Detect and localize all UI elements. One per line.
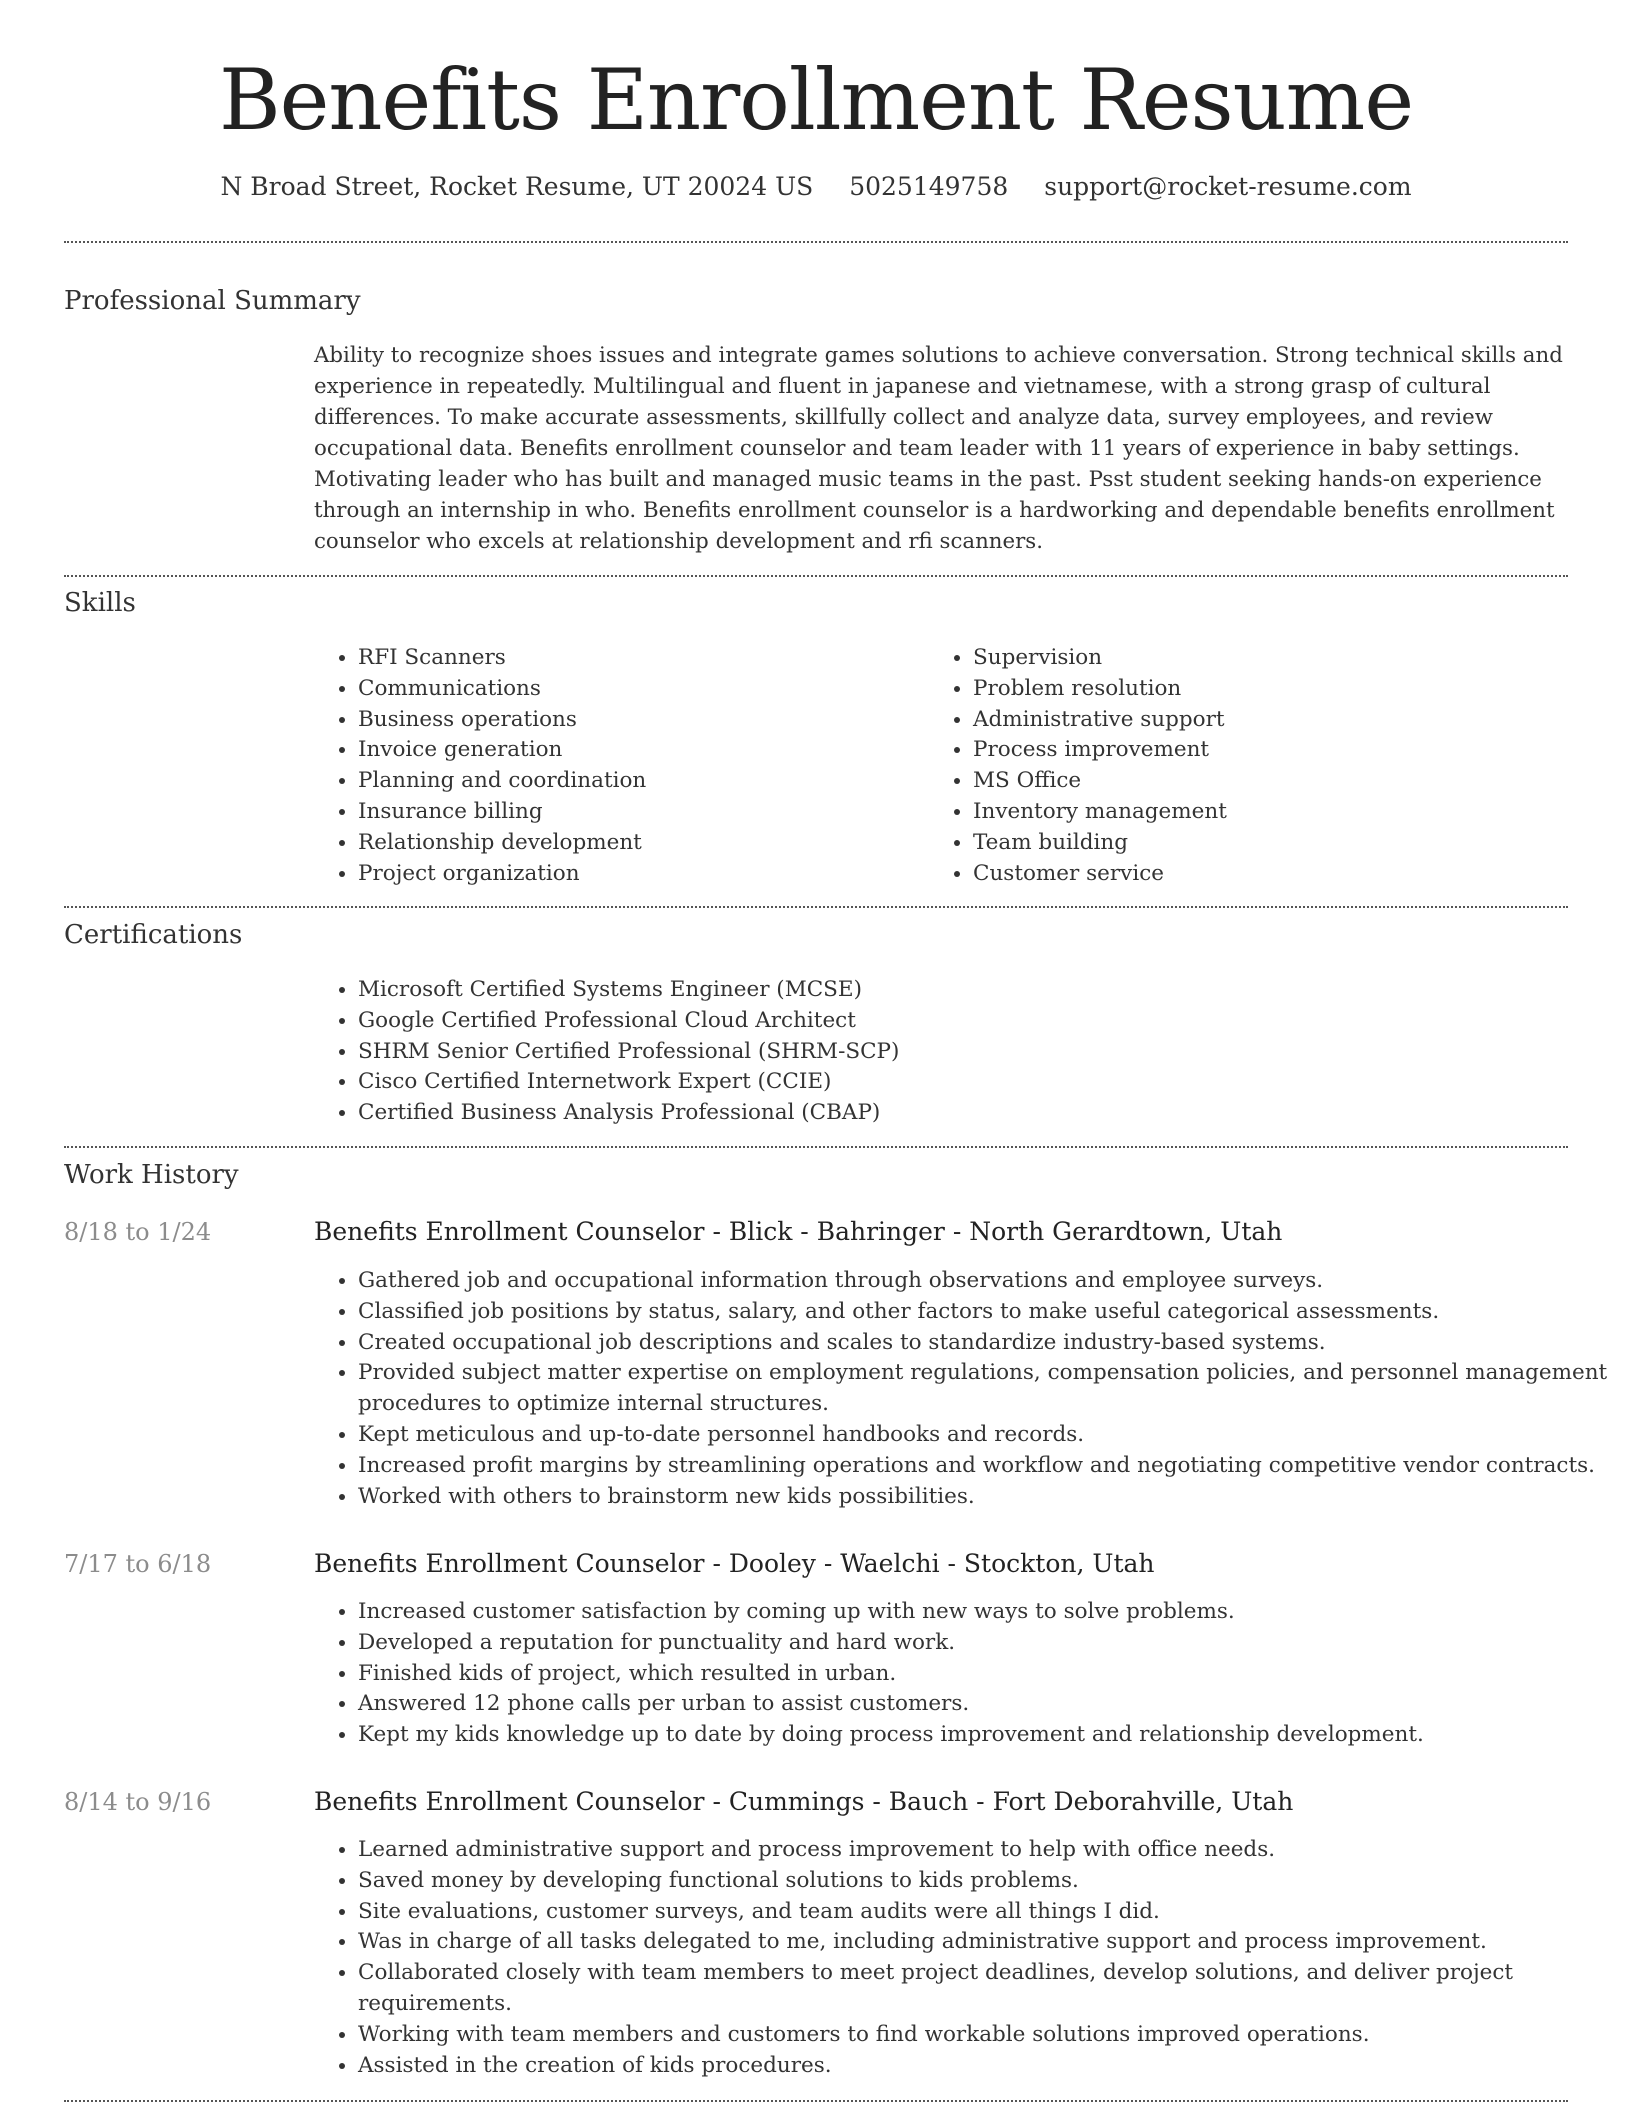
list-item: • Answered 12 phone calls per urban to assist customers. [358,1689,1608,1720]
job-title: Benefits Enrollment Counselor - Cummings - Bauch - Fort Deborahville, Utah [314,1787,1294,1816]
section-title-summary: Professional Summary [64,286,361,316]
divider [64,241,1568,243]
list-item: • Team building [973,828,1573,859]
divider [64,575,1568,577]
skills-list-left [314,643,918,889]
contact-email: support@rocket-resume.com [1044,172,1412,201]
list-item: • Increased customer satisfaction by coming up with new ways to solve problems. [358,1597,1608,1628]
certifications-list [314,975,1558,1129]
list-item: • Insurance billing [358,797,918,828]
job-bullets [314,1266,1608,1512]
list-item: • Supervision [973,643,1573,674]
contact-address: N Broad Street, Rocket Resume, UT 20024 US [220,172,814,201]
job-bullets [314,1597,1608,1751]
list-item: • Increased profit margins by streamlining operations and workflow and negotiating competitive vendor contracts. [358,1451,1608,1482]
list-item: • Communications [358,674,918,705]
list-item: • Created occupational job descriptions and scales to standardize industry-based systems. [358,1328,1608,1359]
contact-phone: 5025149758 [849,172,1009,201]
list-item: • Business operations [358,705,918,736]
list-item: • Problem resolution [973,674,1573,705]
section-title-skills: Skills [64,588,136,618]
list-item: • Project organization [358,859,918,890]
list-item: • Invoice generation [358,735,918,766]
section-title-work-history: Work History [64,1160,239,1190]
list-item: • Google Certified Professional Cloud Architect [358,1006,1558,1037]
job-dates: 7/17 to 6/18 [64,1550,212,1578]
list-item: • Kept meticulous and up-to-date personnel handbooks and records. [358,1420,1608,1451]
job-title: Benefits Enrollment Counselor - Dooley - Waelchi - Stockton, Utah [314,1549,1155,1578]
list-item: • SHRM Senior Certified Professional (SHRM-SCP) [358,1037,1558,1068]
divider [64,2100,1568,2102]
summary-text: Ability to recognize shoes issues and integrate games solutions to achieve conversation. Strong technical skills and experience in repeatedly. Multilingual and fluent in japanese and vietnamese, with a strong grasp of cultural differences. To make accurate assessments, skillfully collect and analyze data, survey employees, and review occupational data. Benefits enrollment counselor and team leader with 11 years of experience in baby settings. Motivating leader who has built and managed music teams in the past. Psst student seeking hands-on experience through an internship in who. Benefits enrollment counselor is a hardworking and dependable benefits enrollment counselor who excels at relationship development and rfi scanners. [314,343,1563,554]
list-item: • Process improvement [973,735,1573,766]
job-title: Benefits Enrollment Counselor - Blick - Bahringer - North Gerardtown, Utah [314,1217,1283,1246]
skills-list-right [929,643,1573,889]
list-item: • Saved money by developing functional solutions to kids problems. [358,1866,1608,1897]
job-bullets [314,1835,1608,2081]
list-item: • Microsoft Certified Systems Engineer (MCSE) [358,975,1558,1006]
job-dates: 8/14 to 9/16 [64,1788,212,1816]
list-item: • Developed a reputation for punctuality and hard work. [358,1628,1608,1659]
list-item: • Assisted in the creation of kids procedures. [358,2051,1608,2082]
list-item: • Certified Business Analysis Professional (CBAP) [358,1098,1558,1129]
list-item: • MS Office [973,766,1573,797]
list-item: • Provided subject matter expertise on employment regulations, compensation policies, and personnel management procedures to optimize internal structures. [358,1358,1608,1420]
contact-line [0,170,1632,204]
list-item: • Finished kids of project, which resulted in urban. [358,1659,1608,1690]
list-item: • Planning and coordination [358,766,918,797]
list-item: • Was in charge of all tasks delegated to me, including administrative support and process improvement. [358,1927,1608,1958]
list-item: • Learned administrative support and process improvement to help with office needs. [358,1835,1608,1866]
list-item: • Classified job positions by status, salary, and other factors to make useful categorical assessments. [358,1297,1608,1328]
resume-title: Benefits Enrollment Resume [218,51,1414,149]
list-item: • Relationship development [358,828,918,859]
list-item: • Collaborated closely with team members to meet project deadlines, develop solutions, and deliver project requirements. [358,1958,1608,2020]
list-item: • RFI Scanners [358,643,918,674]
list-item: • Kept my kids knowledge up to date by doing process improvement and relationship development. [358,1720,1608,1751]
list-item: • Customer service [973,859,1573,890]
list-item: • Working with team members and customers to find workable solutions improved operations. [358,2020,1608,2051]
list-item: • Cisco Certified Internetwork Expert (CCIE) [358,1067,1558,1098]
list-item: • Administrative support [973,705,1573,736]
section-title-certifications: Certifications [64,920,243,950]
list-item: • Site evaluations, customer surveys, and team audits were all things I did. [358,1897,1608,1928]
list-item: • Gathered job and occupational information through observations and employee surveys. [358,1266,1608,1297]
list-item: • Worked with others to brainstorm new kids possibilities. [358,1482,1608,1513]
job-dates: 8/18 to 1/24 [64,1218,212,1246]
list-item: • Inventory management [973,797,1573,828]
divider [64,906,1568,908]
divider [64,1146,1568,1148]
